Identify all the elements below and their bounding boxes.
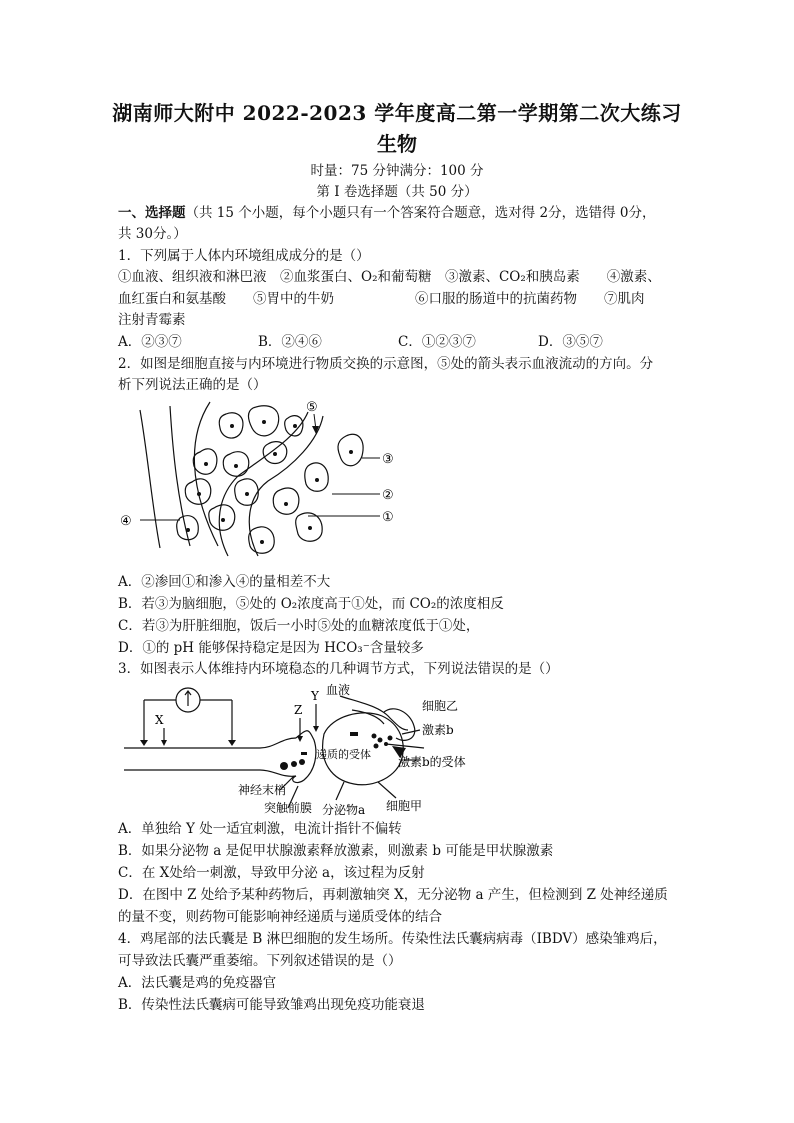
label-1: ① xyxy=(382,510,394,525)
label-4: ④ xyxy=(120,514,132,529)
q1-stem: 1．下列属于人体内环境组成成分的是（） xyxy=(118,248,370,264)
q4-stem-2: 可导致法氏囊严重萎缩。下列叙述错误的是（） xyxy=(118,953,402,969)
q3-option-c[interactable]: C．在 X处给一刺激，导致甲分泌 a，该过程为反射 xyxy=(118,865,425,881)
label-z: Z xyxy=(294,703,303,717)
exam-title: 湖南师大附中 2022-2023 学年度高二第一学期第二次大练习 xyxy=(112,101,682,125)
q2-stem-1: 2．如图是细胞直接与内环境进行物质交换的示意图，⑤处的箭头表示血液流动的方向。分 xyxy=(118,356,654,372)
label-blood: 血液 xyxy=(326,683,351,697)
label-nerve-end: 神经末梢 xyxy=(238,783,287,797)
q3-option-b[interactable]: B．如果分泌物 a 是促甲状腺激素释放激素，则激素 b 可能是甲状腺激素 xyxy=(118,843,554,859)
q3-option-d[interactable]: D．在图中 Z 处给予某种药物后，再刺激轴突 X，无分泌物 a 产生，但检测到 Z 处神经递质 xyxy=(118,887,668,903)
regulation-diagram xyxy=(118,682,488,818)
q4-option-b[interactable]: B．传染性法氏囊病可能导致雏鸡出现免疫功能衰退 xyxy=(118,997,425,1013)
section-heading: 一、选择题 xyxy=(118,205,186,221)
label-hormone-b: 激素b xyxy=(422,723,454,737)
part-heading: 第 I 卷选择题（共 50 分） xyxy=(316,184,478,200)
time-info: 时量：75 分钟满分：100 分 xyxy=(310,163,484,179)
q1-line-2: 血红蛋白和氨基酸 ⑤胃中的牛奶 ⑥口服的肠道中的抗菌药物 ⑦肌肉 xyxy=(118,291,645,307)
label-x: X xyxy=(155,713,164,727)
label-5: ⑤ xyxy=(306,400,318,415)
label-hormone-receptor: 激素b的受体 xyxy=(398,755,466,769)
q2-option-c[interactable]: C．若③为肝脏细胞，饭后一小时⑤处的血糖浓度低于①处， xyxy=(118,618,480,634)
q4-stem-1: 4．鸡尾部的法氏囊是 B 淋巴细胞的发生场所。传染性法氏囊病病毒（IBDV）感染雏鸡后， xyxy=(118,931,667,947)
tissue-diagram xyxy=(118,396,418,568)
label-2: ② xyxy=(382,488,394,503)
q2-stem-2: 析下列说法正确的是（） xyxy=(118,377,267,393)
q1-line-1: ①血液、组织液和淋巴液 ②血浆蛋白、O₂和葡萄糖 ③激素、CO₂和胰岛素 ④激素、 xyxy=(118,269,661,285)
section-desc: （共 15 个小题，每个小题只有一个答案符合题意，选对得 2分，选错得 0分， xyxy=(185,205,656,221)
label-receptor: 递质的受体 xyxy=(316,748,371,761)
label-y: Y xyxy=(311,689,319,703)
q2-option-d[interactable]: D．①的 pH 能够保持稳定是因为 HCO₃⁻含量较多 xyxy=(118,640,424,656)
label-presynaptic: 突触前膜 xyxy=(264,801,313,815)
q3-option-d-cont: 的量不变，则药物可能影响神经递质与递质受体的结合 xyxy=(118,909,442,925)
section-desc-2: 共 30分。） xyxy=(118,226,187,242)
q1-option-c[interactable]: C．①②③⑦ xyxy=(398,334,476,350)
label-cell-a: 细胞甲 xyxy=(386,799,423,813)
q1-line-3: 注射青霉素 xyxy=(118,312,186,328)
q3-stem: 3．如图表示人体维持内环境稳态的几种调节方式，下列说法错误的是（） xyxy=(118,661,559,677)
q2-option-b[interactable]: B．若③为脑细胞，⑤处的 O₂浓度高于①处，而 CO₂的浓度相反 xyxy=(118,596,504,612)
label-cell-b: 细胞乙 xyxy=(422,699,459,713)
q4-option-a[interactable]: A．法氏囊是鸡的免疫器官 xyxy=(118,975,277,991)
q1-option-b[interactable]: B．②④⑥ xyxy=(258,334,322,350)
q3-option-a[interactable]: A．单独给 Y 处一适宜刺激，电流计指针不偏转 xyxy=(118,821,402,837)
label-secretion: 分泌物a xyxy=(322,803,366,817)
label-3: ③ xyxy=(382,452,394,467)
subject-title: 生物 xyxy=(377,132,417,156)
q1-options xyxy=(118,331,678,353)
q1-option-a[interactable]: A．②③⑦ xyxy=(118,334,182,350)
section-heading-line xyxy=(118,202,678,224)
q1-option-d[interactable]: D．③⑤⑦ xyxy=(538,334,603,350)
q2-option-a[interactable]: A．②渗回①和渗入④的量相差不大 xyxy=(118,574,331,590)
